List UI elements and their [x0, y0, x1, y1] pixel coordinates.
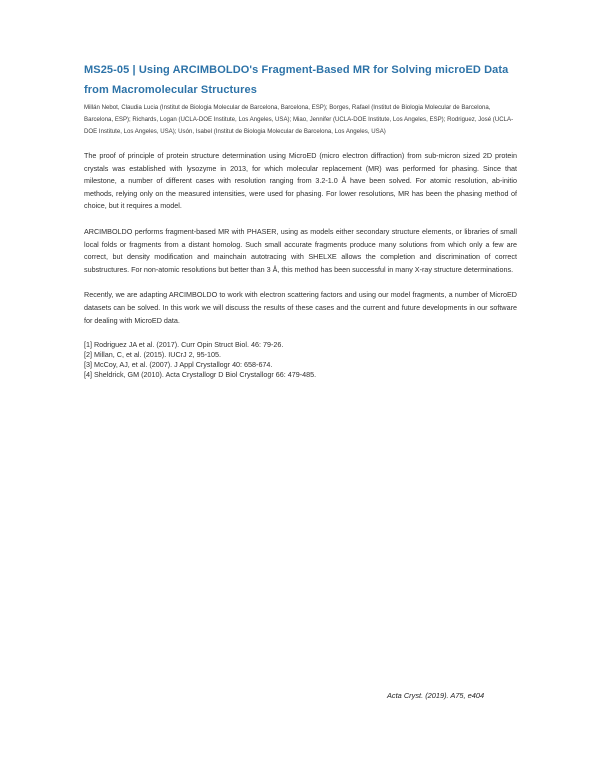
abstract-paragraph-1: The proof of principle of protein structure determination using MicroED (micro electron diffraction) from sub-micron sized 2D protein crystals was established with lysozyme in 2013, for which molecular replacement (MR) was performed for phasing. Since that milestone, a number of different cases with resolution ranging from 3.2-1.0 Å have been solved. For atomic resolution, ab-initio methods, relying only on the measured intensities, were used for phasing. For lower resolutions, MR has been the phasing method of choice, but it requires a model.	[84, 151, 517, 211]
abstract-paragraph-2: ARCIMBOLDO performs fragment-based MR with PHASER, using as models either secondary structure elements, or libraries of small local folds or fragments from a distant homolog. Such small accurate fragments produce many solutions from which only a few are correct, but density modification and mainchain autotracing with SHELXE allows the completion and discrimination of correct substructures. For non-atomic resolutions but better than 3 Å, this method has been successful in many X-ray structure determinations.	[84, 226, 517, 274]
abstract-title: MS25-05 | Using ARCIMBOLDO's Fragment-Based MR for Solving microED Data from Macromolecular Structures	[84, 64, 509, 96]
journal-citation: Acta Cryst. (2019). A75, e404	[387, 691, 485, 700]
reference-2: [2] Millan, C, et al. (2015). IUCrJ 2, 95-105.	[84, 350, 222, 360]
author-list: Millán Nebot, Claudia Lucia (Institut de Biologia Molecular de Barcelona, Barcelona, ESP); Borges, Rafael (Institut de Biologia Molecular de Barcelona, Barcelona, ESP); Richards, Logan (UCLA-DOE Institute, Los Angeles, USA); Miao, Jennifer (UCLA-DOE Institute, Los Angeles, ESP); Rodriguez, José (UCLA-DOE Institute, Los Angeles, USA); Usón, Isabel (Institut de Biologia Molecular de Barcelona, Los Angeles, USA)	[84, 104, 514, 135]
reference-4: [4] Sheldrick, GM (2010). Acta Crystallogr D Biol Crystallogr 66: 479-485.	[84, 370, 317, 380]
reference-3: [3] McCoy, AJ, et al. (2007). J Appl Crystallogr 40: 658-674.	[84, 360, 273, 370]
abstract-paragraph-3: Recently, we are adapting ARCIMBOLDO to work with electron scattering factors and using our model fragments, a number of MicroED datasets can be solved. In this work we will discuss the results of these cases and the current and future developments in our software for dealing with MicroED data.	[84, 290, 517, 325]
abstract	[84, 60, 517, 380]
reference-1: [1] Rodriguez JA et al. (2017). Curr Opin Struct Biol. 46: 79-26.	[84, 340, 284, 350]
reference-list	[84, 340, 517, 380]
